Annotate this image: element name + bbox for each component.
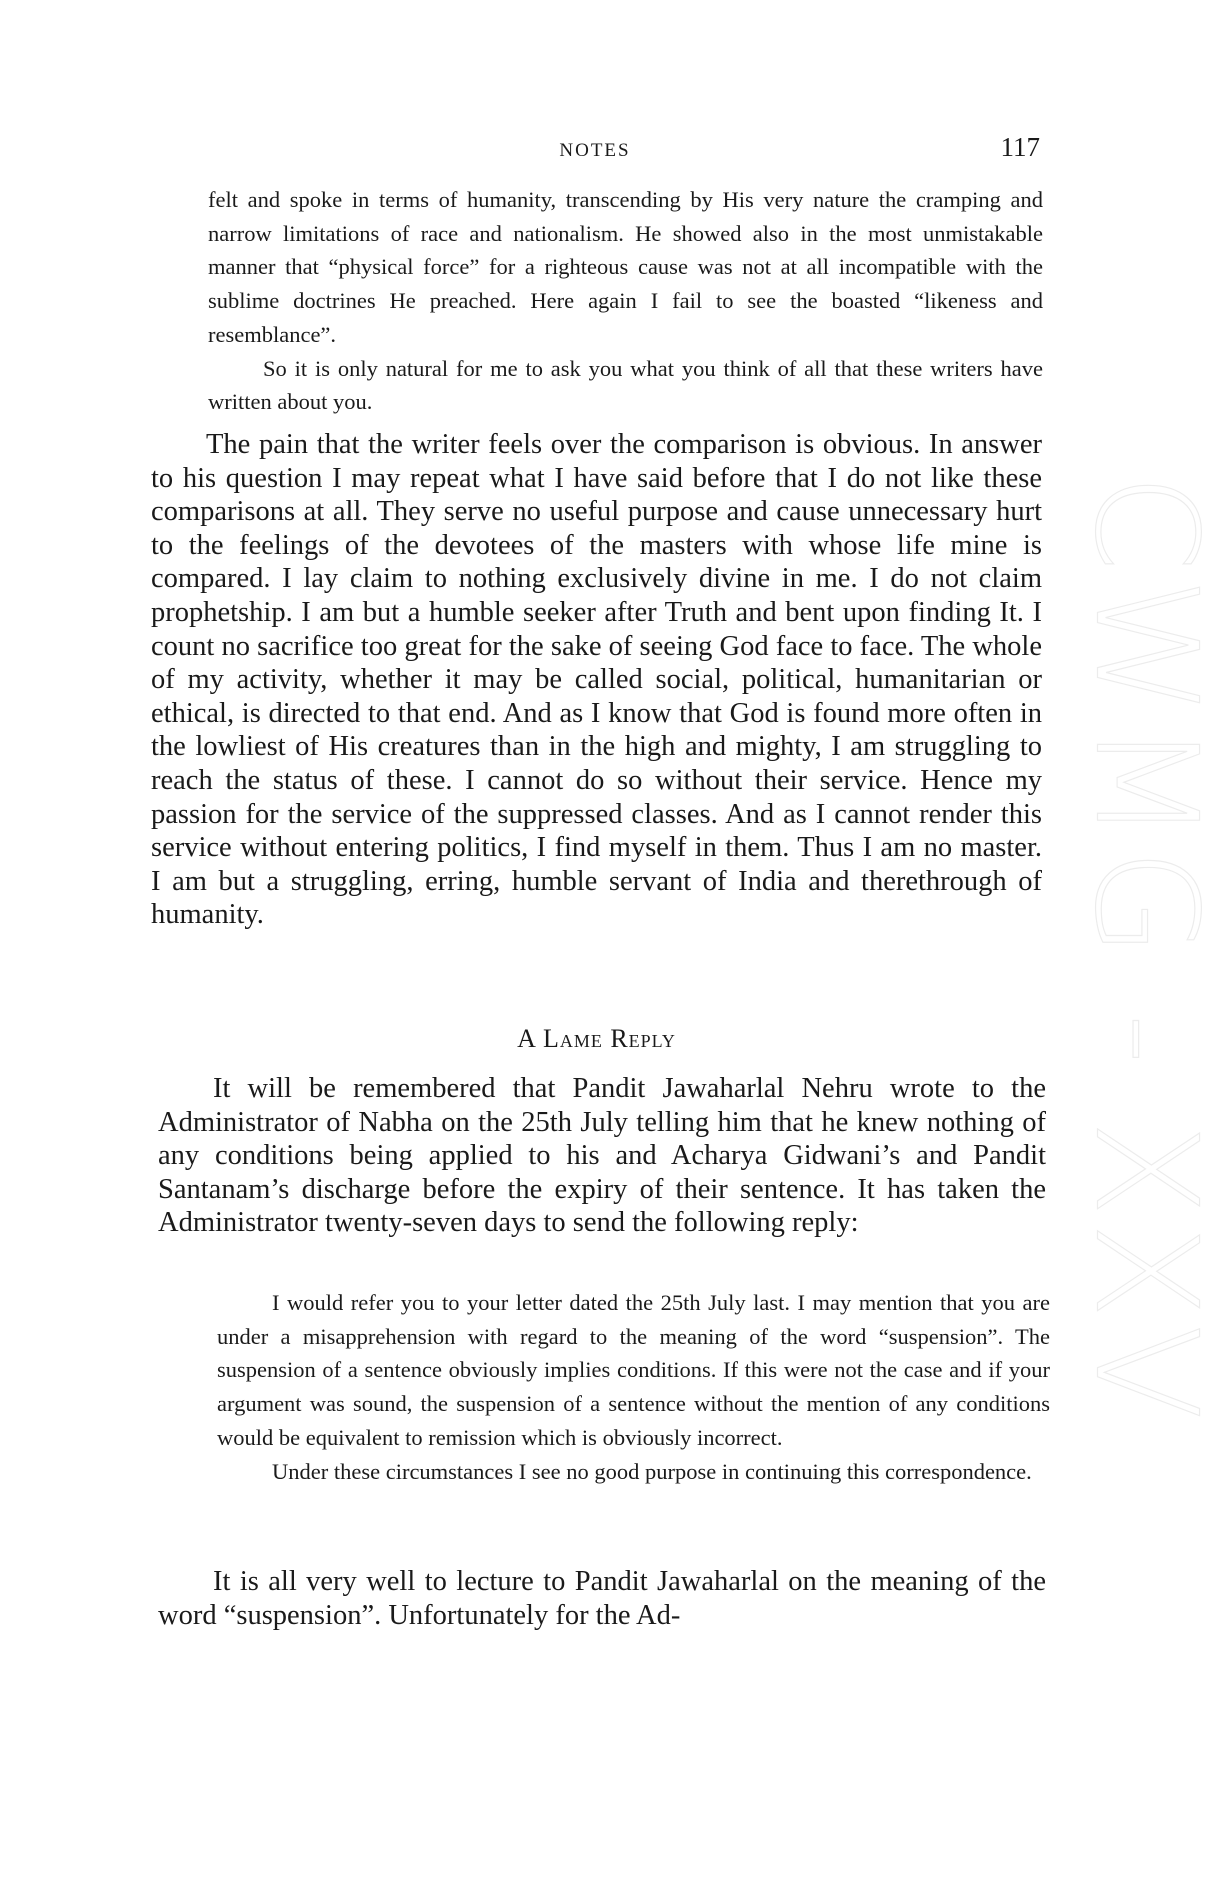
quote-top-paragraph-1: felt and spoke in terms of humanity, transcending by His very nature the cramping and narrow limitations of race and nationalism. He showed also in the most unmistakable manner that “physical force” for a righteous cause was not at all incompatible with the sublime doctrines He preached. Here again I fail to see the boasted “likeness and resemblance”. xyxy=(208,187,1043,347)
body-text-section-1 xyxy=(151,428,1042,932)
section-heading-text: A Lame Reply xyxy=(517,1024,676,1053)
body-paragraph-comparison: The pain that the writer feels over the comparison is obvious. In answer to his question I may repeat what I have said before that I do not like these comparisons at all. They serve no useful purpose and cause unnecessary hurt to the feelings of the devotees of the masters with whose life mine is compared. I lay claim to nothing exclusively divine in me. I do not claim prophetship. I am but a humble seeker after Truth and bent upon finding It. I count no sacrifice too great for the sake of seeing God face to face. The whole of my activity, whether it may be called social, political, humanitarian or ethical, is directed to that end. And as I know that God is found more often in the lowliest of His creatures than in the high and mighty, I am struggling to reach the status of these. I cannot do so without their service. Hence my passion for the service of the suppressed classes. And as I cannot render this service without entering politics, I find myself in them. Thus I am no master. I am but a struggling, erring, humble servant of India and therethrough of humanity. xyxy=(151,429,1042,931)
quote-bottom-paragraph-1: I would refer you to your letter dated the 25th July last. I may mention that you are under a misapprehension with regard to the meaning of the word “suspension”. The suspension of a sentence obviously implies conditions. If this were not the case and if your argument was sound, the suspension of a sentence without the mention of any conditions would be equivalent to remission which is obviously incorrect. xyxy=(217,1290,1050,1450)
body-text-section-3 xyxy=(158,1565,1046,1632)
block-quote-administrator-reply xyxy=(217,1286,1050,1488)
block-quote-top xyxy=(208,183,1043,419)
body-paragraph-lecture: It is all very well to lecture to Pandit Jawaharlal on the meaning of the word “suspension”. Unfortunately for the Ad- xyxy=(158,1566,1046,1631)
quote-bottom-paragraph-2: Under these circumstances I see no good purpose in continuing this correspondence. xyxy=(272,1458,1032,1484)
page-number: 117 xyxy=(1000,132,1040,162)
quote-top-paragraph-2: So it is only natural for me to ask you what you think of all that these writers have written about you. xyxy=(208,355,1043,415)
watermark xyxy=(1063,473,1227,1427)
watermark-text: CWMG - XXV xyxy=(1063,473,1227,1427)
running-head xyxy=(150,132,1040,172)
body-text-section-2 xyxy=(158,1072,1046,1240)
section-heading xyxy=(151,1024,1042,1054)
body-paragraph-nehru-letter: It will be remembered that Pandit Jawaharlal Nehru wrote to the Administrator of Nabha on the 25th July telling him that he knew nothing of any conditions being applied to his and Acharya Gidwani’s and Pandit Santanam’s discharge before the expiry of their sentence. It has taken the Administrator twenty-seven days to send the following reply: xyxy=(158,1073,1046,1239)
running-title: NOTES xyxy=(559,140,631,161)
